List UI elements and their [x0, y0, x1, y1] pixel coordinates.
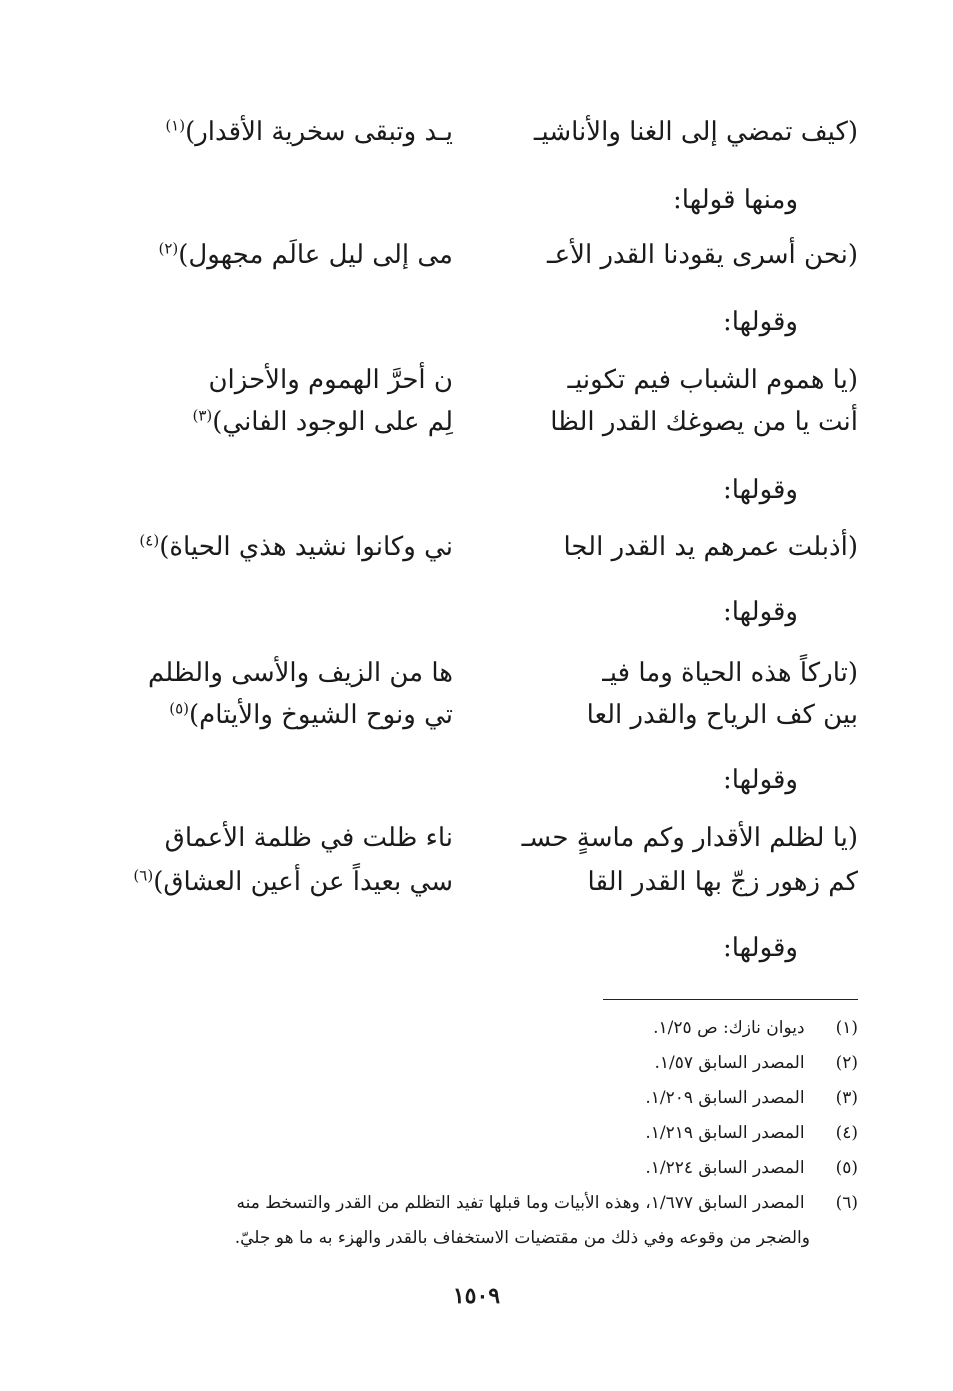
verse-line — [108, 862, 858, 902]
footnote-ref: (٣) — [192, 406, 213, 425]
verse-line — [108, 818, 858, 858]
verse-second-hemistich — [108, 402, 453, 442]
verse-line — [108, 653, 858, 693]
footnote-number: (٢) — [835, 1053, 858, 1073]
verse-intro: وقولها: — [722, 597, 798, 627]
footnote-ref: (٢) — [158, 239, 179, 258]
page-number: ١٥٠٩ — [452, 1283, 501, 1309]
verse-second-hemistich — [108, 695, 453, 735]
verse-second-hemistich-text: لِم على الوجود الفاني) — [212, 407, 453, 437]
footnote-text: المصدر السابق ١/٢٢٤. — [645, 1158, 805, 1178]
footnote — [108, 1082, 858, 1114]
footnote-ref: (٤) — [139, 531, 160, 550]
verse-second-hemistich-text: مى إلى ليل عالَم مجهول) — [178, 240, 453, 270]
verse-second-hemistich-text: ني وكانوا نشيد هذي الحياة) — [159, 532, 453, 562]
footnote-ref: (١) — [165, 116, 186, 135]
footnote-continuation: والضجر من وقوعه وفي ذلك من مقتضيات الاستخفاف بالقدر والهزء به ما هو جليّ. — [234, 1228, 810, 1248]
verse-second-hemistich — [108, 527, 453, 567]
verse-first-hemistich: بين كف الرياح والقدر العا — [586, 700, 858, 730]
verse-line — [108, 112, 858, 152]
footnote-text: المصدر السابق ١/٢٠٩. — [645, 1088, 805, 1108]
footnote-number: (٦) — [835, 1193, 858, 1213]
verse-intro: وقولها: — [722, 307, 798, 337]
verse-line — [108, 695, 858, 735]
verse-line — [108, 360, 858, 400]
verse-second-hemistich-text: ناء ظلت في ظلمة الأعماق — [164, 823, 453, 853]
footnote-text: المصدر السابق ١/٥٧. — [654, 1053, 805, 1073]
verse-second-hemistich-text: تي ونوح الشيوخ والأيتام) — [189, 700, 453, 730]
footnote-number: (٤) — [835, 1123, 858, 1143]
footnote-text: ديوان نازك: ص ١/٢٥. — [653, 1018, 805, 1038]
verse-second-hemistich-text: يـد وتبقى سخرية الأقدار) — [185, 117, 453, 147]
verse-first-hemistich: كم زهور زجّ بها القدر القا — [587, 867, 858, 897]
footnote-text: المصدر السابق ١/٦٧٧، وهذه الأبيات وما قبلها تفيد التظلم من القدر والتسخط منه — [236, 1193, 805, 1213]
verse-second-hemistich — [108, 235, 453, 275]
footnote-ref: (٥) — [169, 699, 190, 718]
footnote-text: المصدر السابق ١/٢١٩. — [645, 1123, 805, 1143]
verse-intro: وقولها: — [722, 475, 798, 505]
verse-line — [108, 235, 858, 275]
footnote — [108, 1187, 858, 1219]
verse-line — [108, 402, 858, 442]
verse-second-hemistich — [108, 862, 453, 902]
footnote-number: (١) — [835, 1018, 858, 1038]
verse-first-hemistich: (نحن أسرى يقودنا القدر الأعـ — [547, 240, 858, 270]
verse-line — [108, 527, 858, 567]
verse-intro: وقولها: — [722, 933, 798, 963]
footnote-ref: (٦) — [133, 866, 154, 885]
footnote-number: (٣) — [835, 1088, 858, 1108]
verse-second-hemistich — [108, 653, 453, 693]
verse-second-hemistich — [108, 112, 453, 152]
verse-intro: وقولها: — [722, 765, 798, 795]
footnote — [108, 1152, 858, 1184]
verse-first-hemistich: أنت يا من يصوغك القدر الظا — [550, 407, 858, 437]
verse-second-hemistich — [108, 818, 453, 858]
verse-first-hemistich: (يا هموم الشباب فيم تكونيـ — [567, 365, 858, 395]
footnote — [108, 1117, 858, 1149]
verse-first-hemistich: (يا لظلم الأقدار وكم ماسةٍ حسـ — [521, 823, 858, 853]
verse-intro: ومنها قولها: — [673, 185, 798, 215]
verse-second-hemistich-text: سي بعيداً عن أعين العشاق) — [153, 867, 453, 897]
footnote-number: (٥) — [835, 1158, 858, 1178]
verse-first-hemistich: (أذبلت عمرهم يد القدر الجا — [563, 532, 858, 562]
verse-second-hemistich-text: ها من الزيف والأسى والظلم — [147, 658, 453, 688]
verse-second-hemistich — [108, 360, 453, 400]
footnote — [108, 1047, 858, 1079]
verse-second-hemistich-text: ن أحرَّ الهموم والأحزان — [208, 365, 453, 395]
footnote — [108, 1012, 858, 1044]
verse-first-hemistich: (كيف تمضي إلى الغنا والأناشيـ — [533, 117, 858, 147]
footnote-separator — [603, 999, 858, 1000]
verse-first-hemistich: (تاركاً هذه الحياة وما فيـ — [602, 658, 858, 688]
